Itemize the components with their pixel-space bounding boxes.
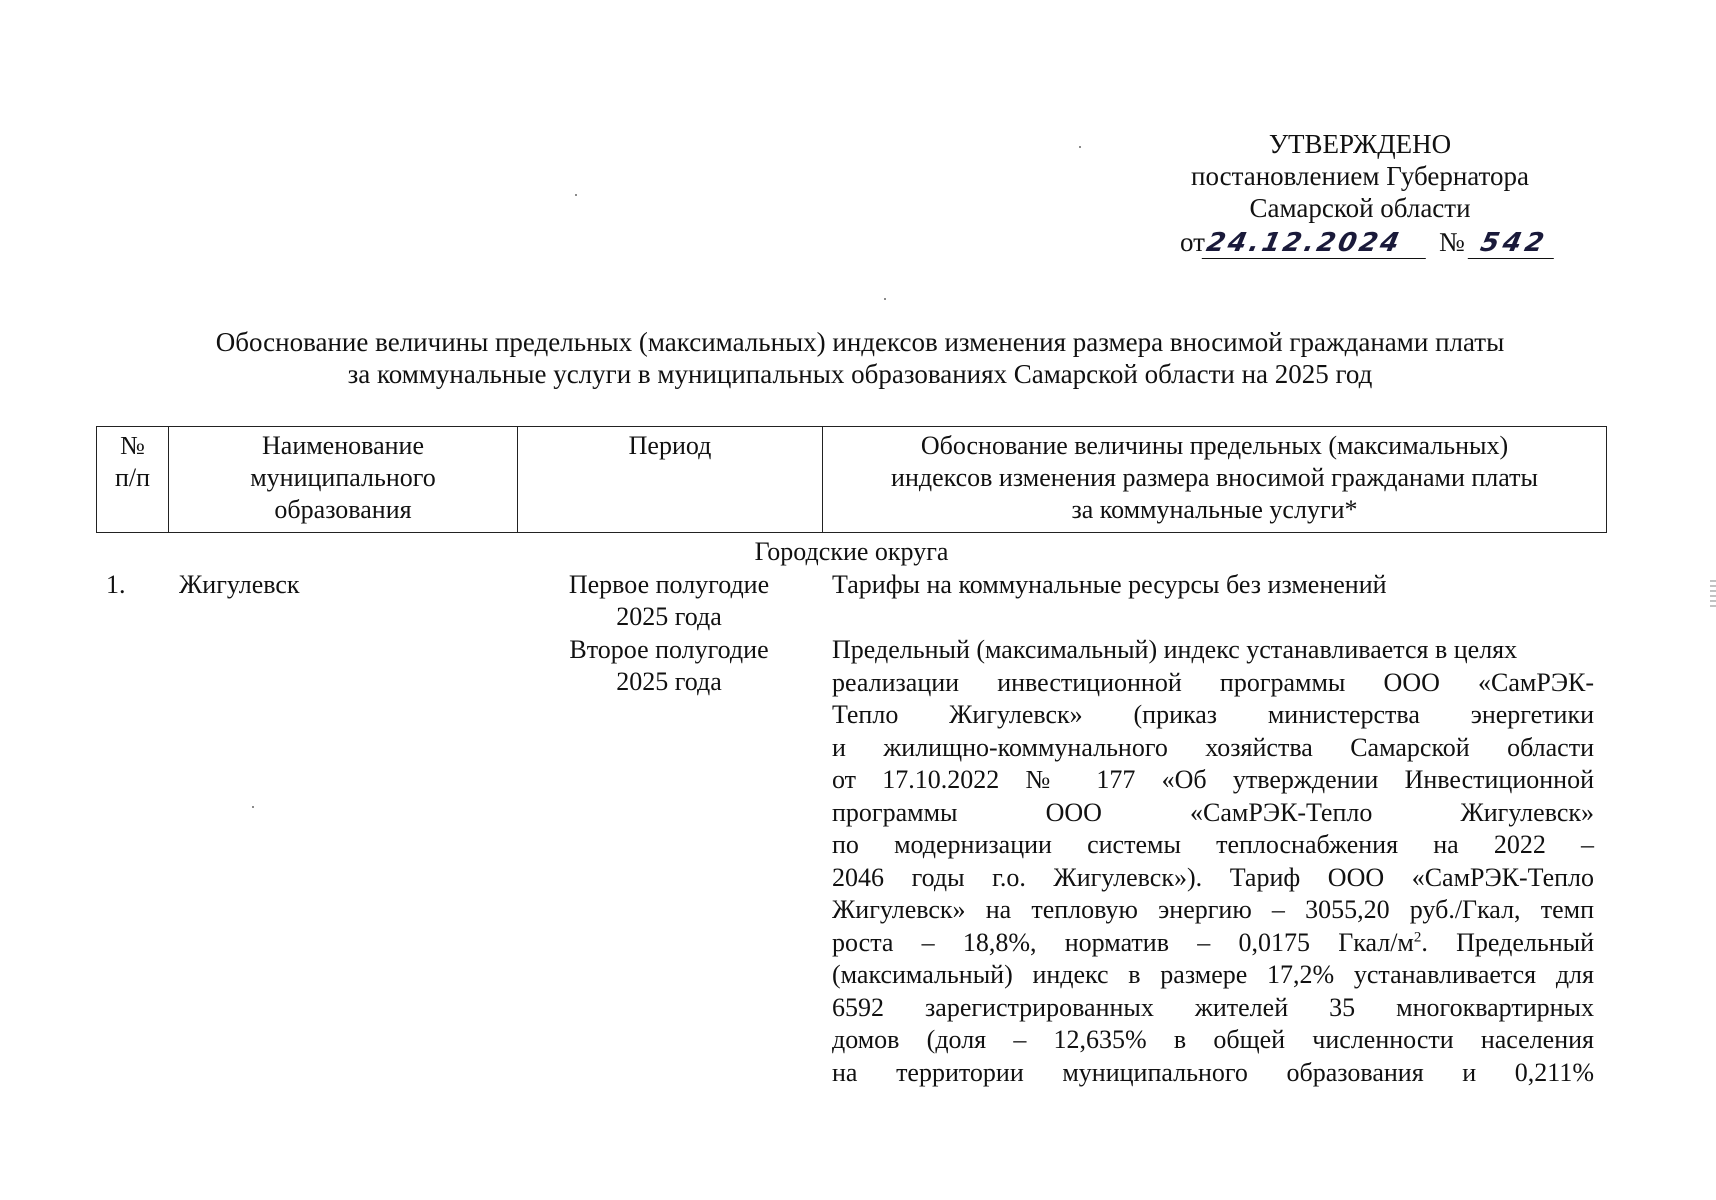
handwritten-number: 542: [1467, 228, 1560, 259]
document-title: [150, 326, 1570, 390]
justification-line-with-superscript: [832, 927, 1594, 960]
handwritten-date: 24.12.2024: [1202, 228, 1433, 259]
justification-line: программы ООО «СамРЭК-Тепло Жигулевск»: [832, 797, 1594, 827]
period-text: 2025 года: [616, 667, 722, 696]
municipality-name: Жигулевск: [179, 570, 300, 599]
approval-region: Самарской области: [1249, 193, 1471, 223]
justification-line: от 17.10.2022 № 177 «Об утверждении Инвестиционной: [832, 765, 1594, 794]
justification-line: Предельный (максимальный) индекс устанавливается в целях: [832, 635, 1518, 664]
date-prefix: от: [1180, 227, 1205, 257]
approval-date-line: [1180, 226, 1551, 259]
period-text: 2025 года: [616, 602, 722, 631]
title-line-2: за коммунальные услуги в муниципальных образованиях Самарской области на 2025 год: [347, 359, 1373, 389]
justification-line: (максимальный) индекс в размере 17,2% устанавливается для: [832, 960, 1594, 989]
header-text: образования: [274, 495, 412, 524]
header-cell-number: [97, 427, 169, 532]
period-second-half: [538, 634, 800, 698]
period-first-half: [538, 569, 800, 633]
title-line-1: Обоснование величины предельных (максимальных) индексов изменения размера вносимой гражданами платы: [215, 327, 1505, 357]
header-cell-period: [518, 427, 823, 532]
period-text: Первое полугодие: [568, 570, 770, 599]
header-text: №: [120, 431, 145, 460]
justification-line: и жилищно-коммунального хозяйства Самарской области: [832, 732, 1594, 762]
table-header: [96, 426, 1607, 533]
justification-line: 6592 зарегистрированных жителей 35 многоквартирных: [832, 992, 1594, 1022]
approval-heading: УТВЕРЖДЕНО: [1268, 129, 1452, 159]
approval-authority: постановлением Губернатора: [1191, 161, 1529, 191]
scan-speck: [252, 806, 254, 808]
header-text: Наименование: [262, 431, 424, 460]
header-text: Период: [628, 431, 712, 460]
justification-text: . Предельный: [1421, 927, 1594, 957]
approval-block: [1180, 128, 1551, 259]
superscript: 2: [1413, 928, 1422, 945]
header-text: Обоснование величины предельных (максимальных): [920, 431, 1509, 460]
header-cell-municipality: [169, 427, 518, 532]
scan-edge-noise: [1710, 580, 1716, 610]
justification-line: по модернизации системы теплоснабжения на 2022 –: [832, 830, 1594, 859]
justification-second-half: [832, 634, 1594, 1089]
justification-line: Жигулевск» на тепловую энергию – 3055,20 руб./Гкал, темп: [832, 895, 1594, 924]
row-number: 1.: [106, 570, 126, 599]
period-text: Второе полугодие: [569, 635, 769, 664]
justification-first-half: Тарифы на коммунальные ресурсы без изменений: [832, 570, 1387, 599]
justification-line: Тепло Жигулевск» (приказ министерства энергетики: [832, 700, 1594, 729]
scan-speck: [575, 194, 577, 196]
header-text: муниципального: [250, 463, 436, 492]
justification-line: домов (доля – 12,635% в общей численности населения: [832, 1025, 1594, 1054]
justification-line: реализации инвестиционной программы ООО «СамРЭК-: [832, 667, 1594, 697]
justification-text: роста – 18,8%, норматив – 0,0175 Гкал/м: [832, 927, 1414, 957]
header-text: п/п: [114, 463, 151, 492]
justification-line: на территории муниципального образования и 0,211%: [832, 1057, 1594, 1087]
header-text: за коммунальные услуги*: [1071, 495, 1358, 524]
header-cell-justification: [823, 427, 1606, 532]
header-text: индексов изменения размера вносимой гражданами платы: [891, 463, 1538, 492]
section-heading: Городские округа: [754, 537, 949, 566]
justification-line: 2046 годы г.о. Жигулевск»). Тариф ООО «СамРЭК-Тепло: [832, 862, 1594, 892]
number-sign: №: [1438, 227, 1465, 257]
scan-speck: [884, 298, 886, 300]
scan-speck: [1079, 146, 1081, 148]
